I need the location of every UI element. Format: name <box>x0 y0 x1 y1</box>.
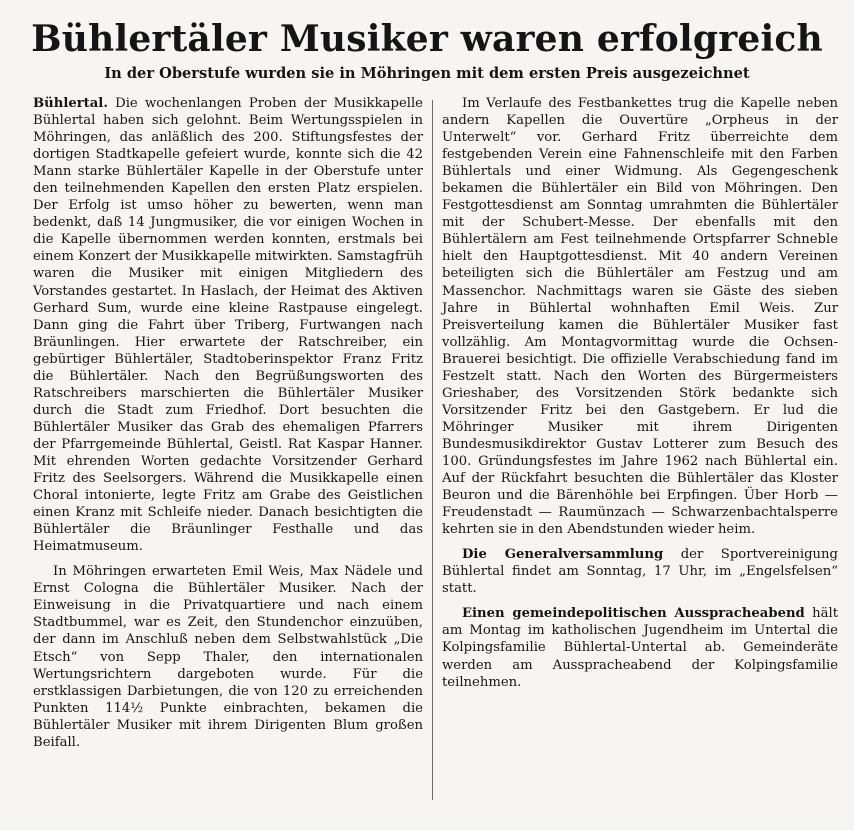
notice-1-lead: Die Generalversammlung <box>462 547 664 563</box>
article-column-left <box>33 95 423 751</box>
article-paragraph-1 <box>33 95 423 555</box>
paragraph-1-text: Die wochenlangen Proben der Musikkapelle Bühlertal haben sich gelohnt. Beim Wertungsspielen in Möhringen, das anläßlich des 200. Stiftungsfestes der dortigen Stadtkapelle gefeiert wurde, konnte sich die 42 Mann starke Bühlertäler Kapelle in der Oberstufe unter den teilnehmenden Kapellen den ersten Platz erspielen. Der Erfolg ist umso höher zu bewerten, wenn man bedenkt, daß 14 Jungmusiker, die vor einigen Wochen in die Kapelle übernommen werden konnten, erstmals bei einem Konzert der Musikkapelle mitwirkten. Samstagfrüh waren die Musiker mit einigen Mitgliedern des Vorstandes gestartet. In Haslach, der Heimat des Aktiven Gerhard Sum, wurde eine kleine Rastpause eingelegt. Dann ging die Fahrt über Triberg, Furtwangen nach Bräunlingen. Hier erwartete der Ratschreiber, ein gebürtiger Bühlertäler, Stadtoberinspektor Franz Fritz die Bühlertäler. Nach den Begrüßungsworten des Ratschreibers marschierten die Bühlertäler Musiker durch die Stadt zum Friedhof. Dort besuchten die Bühlertäler Musiker das Grab des ehemaligen Pfarrers der Pfarrgemeinde Bühlertal, Geistl. Rat Kaspar Hanner. Mit ehrenden Worten gedachte Vorsitzender Gerhard Fritz des Seelsorgers. Während die Musikkapelle einen Choral intonierte, legte Fritz am Grabe des Geistlichen einen Kranz mit Schleife nieder. Danach besichtigten die Bühlertäler die Bräunlinger Festhalle und das Heimatmuseum. <box>33 96 423 555</box>
article-column-right <box>442 95 838 691</box>
subheadline: In der Oberstufe wurden sie in Möhringen mit dem ersten Preis ausgezeichnet <box>104 65 750 82</box>
dateline: Bühlertal. <box>33 96 108 111</box>
notice-1-text: der Sportvereinigung Bühlertal findet am Sonntag, 17 Uhr, im „Engelsfelsen“ statt. <box>442 547 838 597</box>
notice-discussion-evening <box>442 605 838 690</box>
notice-2-text: hält am Montag im katholischen Jugendheim im Untertal die Kolpingsfamilie Bühlertal-Untertal ab. Gemeinderäte werden am Ausspracheabend der Kolpingsfamilie teilnehmen. <box>442 606 838 690</box>
notice-2-lead: Einen gemeindepolitischen Ausspracheabend <box>462 606 805 622</box>
article-paragraph-2: In Möhringen erwarteten Emil Weis, Max Nädele und Ernst Cologna die Bühlertäler Musiker. Nach der Einweisung in die Privatquartiere und nach einem Stadtbummel, war es Zeit, den Stundenchor einzuüben, der dann im Anschluß neben dem Selbstwahlstück „Die Etsch“ von Sepp Thaler, den internationalen Wertungsrichtern dargeboten wurde. Für die erstklassigen Darbietungen, die von 120 zu erreichenden Punkten 114½ Punkte einbrachten, bekamen die Bühlertäler Musiker mit ihrem Dirigenten Blum großen Beifall. <box>33 564 423 750</box>
column-divider <box>432 100 433 800</box>
notice-general-meeting <box>442 546 838 597</box>
headline: Bühlertäler Musiker waren erfolgreich <box>31 18 823 60</box>
article-paragraph-3: Im Verlaufe des Festbankettes trug die Kapelle neben andern Kapellen die Ouvertüre „Orpheus in der Unterwelt“ vor. Gerhard Fritz überreichte dem festgebenden Verein eine Fahnenschleife mit den Farben Bühlertals und einer Widmung. Als Gegengeschenk bekamen die Bühlertäler ein Bild von Möhringen. Den Festgottesdienst am Sonntag umrahmten die Bühlertäler mit der Schubert-Messe. Der ebenfalls mit den Bühlertälern am Fest teilnehmende Ortspfarrer Schneble hielt den Hauptgottesdienst. Mit 40 andern Vereinen beteiligten sich die Bühlertäler am Festzug und am Massenchor. Nachmittags waren sie Gäste des sieben Jahre in Bühlertal wohnhaften Emil Weis. Zur Preisverteilung kamen die Bühlertäler Musiker fast vollzählig. Am Montagvormittag wurde die Ochsen-Brauerei besichtigt. Die offizielle Verabschiedung fand im Festzelt statt. Nach den Worten des Bürgermeisters Grieshaber, des Vorsitzenden Störk bedankte sich Vorsitzender Fritz bei den Gastgebern. Er lud die Möhringer Musiker mit ihrem Dirigenten Bundesmusikdirektor Gustav Lotterer zum Besuch des 100. Gründungsfestes im Jahre 1962 nach Bühlertal ein. Auf der Rückfahrt besuchten die Bühlertäler das Kloster Beuron und die Bärenhöhle bei Erpfingen. Über Horb — Freudenstadt — Raumünzach — Schwarzenbachtalsperre kehrten sie in den Abendstunden wieder heim. <box>442 96 838 538</box>
